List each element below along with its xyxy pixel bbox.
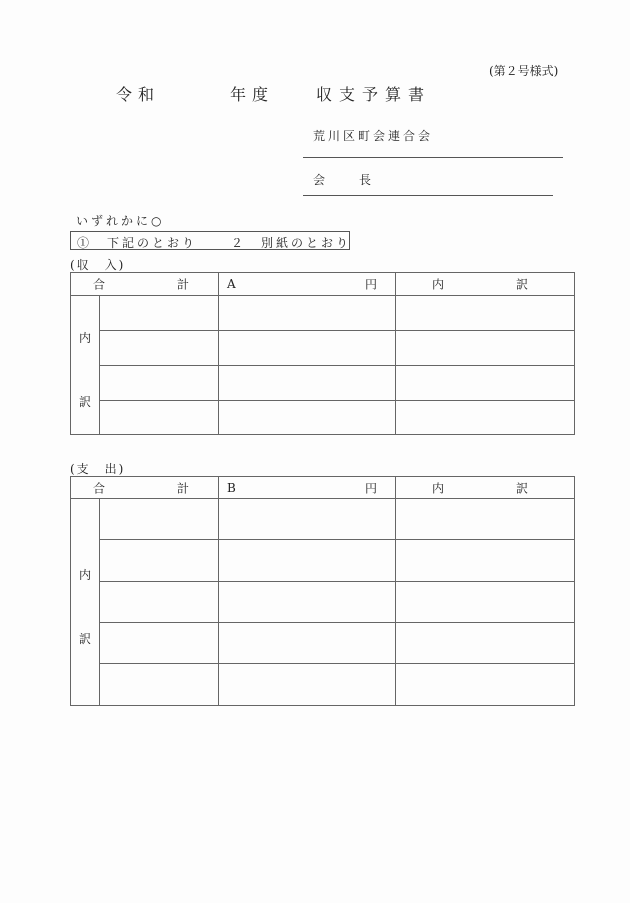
page-title: 収支予算書 xyxy=(316,85,432,104)
item-cell[interactable] xyxy=(100,582,219,623)
income-total-header xyxy=(71,273,219,296)
side-label-2: 訳 xyxy=(78,395,91,409)
breakdown-label-1: 内 xyxy=(432,277,445,292)
note-cell[interactable] xyxy=(396,296,575,331)
note-cell[interactable] xyxy=(396,540,575,582)
choice-option-2[interactable]: ２ 別紙のとおり xyxy=(231,236,352,250)
expense-table xyxy=(70,476,575,706)
note-cell[interactable] xyxy=(396,664,575,706)
amount-cell[interactable] xyxy=(219,401,396,435)
table-row xyxy=(71,582,575,623)
note-cell[interactable] xyxy=(396,401,575,435)
item-cell[interactable] xyxy=(100,366,219,401)
president-signature-line[interactable] xyxy=(303,195,553,196)
amount-cell[interactable] xyxy=(219,540,396,582)
item-cell[interactable] xyxy=(100,401,219,435)
expense-total-amount[interactable] xyxy=(219,477,396,499)
expense-side-label xyxy=(71,499,100,706)
income-total-amount[interactable] xyxy=(219,273,396,296)
item-cell[interactable] xyxy=(100,499,219,540)
income-breakdown-header xyxy=(396,273,575,296)
table-row xyxy=(71,623,575,664)
note-cell[interactable] xyxy=(396,331,575,366)
amount-cell[interactable] xyxy=(219,623,396,664)
income-section-label: (収 入) xyxy=(70,258,126,272)
note-cell[interactable] xyxy=(396,582,575,623)
breakdown-label-2: 訳 xyxy=(516,277,529,292)
item-cell[interactable] xyxy=(100,540,219,582)
title-year: 年度 xyxy=(230,85,275,104)
amount-prefix: B xyxy=(227,480,236,495)
amount-prefix: A xyxy=(227,277,236,291)
expense-header-row xyxy=(71,477,575,499)
expense-total-header xyxy=(71,477,219,499)
breakdown-label-2: 訳 xyxy=(516,481,529,495)
total-label-2: 計 xyxy=(177,481,190,495)
table-row xyxy=(71,296,575,331)
table-row xyxy=(71,401,575,435)
table-row xyxy=(71,366,575,401)
table-row xyxy=(71,540,575,582)
side-label-1: 内 xyxy=(78,568,91,582)
president-label xyxy=(313,171,371,188)
side-label-1: 内 xyxy=(78,331,91,345)
amount-cell[interactable] xyxy=(219,296,396,331)
amount-cell[interactable] xyxy=(219,331,396,366)
choice-option-1[interactable]: ① 下記のとおり xyxy=(77,236,198,250)
expense-breakdown-header xyxy=(396,477,575,499)
item-cell[interactable] xyxy=(100,623,219,664)
president-label-1: 会 xyxy=(313,173,326,187)
yen-label: 円 xyxy=(364,277,377,292)
form-number: (第２号様式) xyxy=(489,64,559,78)
amount-cell[interactable] xyxy=(219,499,396,540)
item-cell[interactable] xyxy=(100,664,219,706)
title-era: 令和 xyxy=(116,85,161,104)
choice-box xyxy=(70,231,350,250)
table-row xyxy=(71,664,575,706)
total-label-1: 合 xyxy=(93,481,106,495)
amount-cell[interactable] xyxy=(219,664,396,706)
note-cell[interactable] xyxy=(396,499,575,540)
table-row xyxy=(71,331,575,366)
note-cell[interactable] xyxy=(396,623,575,664)
income-header-row xyxy=(71,273,575,296)
yen-label: 円 xyxy=(364,481,377,495)
amount-cell[interactable] xyxy=(219,366,396,401)
table-row xyxy=(71,499,575,540)
divider xyxy=(303,157,563,158)
item-cell[interactable] xyxy=(100,331,219,366)
breakdown-label-1: 内 xyxy=(432,481,445,495)
income-side-label xyxy=(71,296,100,435)
organization-name: 荒川区町会連合会 xyxy=(313,129,434,143)
amount-cell[interactable] xyxy=(219,582,396,623)
total-label-2: 計 xyxy=(177,277,190,292)
note-cell[interactable] xyxy=(396,366,575,401)
item-cell[interactable] xyxy=(100,296,219,331)
president-label-2: 長 xyxy=(359,173,372,187)
choice-hint: いずれかに○ xyxy=(76,214,165,228)
side-label-2: 訳 xyxy=(78,632,91,646)
income-table xyxy=(70,272,575,435)
total-label-1: 合 xyxy=(93,277,106,292)
expense-section-label: (支 出) xyxy=(70,462,126,476)
